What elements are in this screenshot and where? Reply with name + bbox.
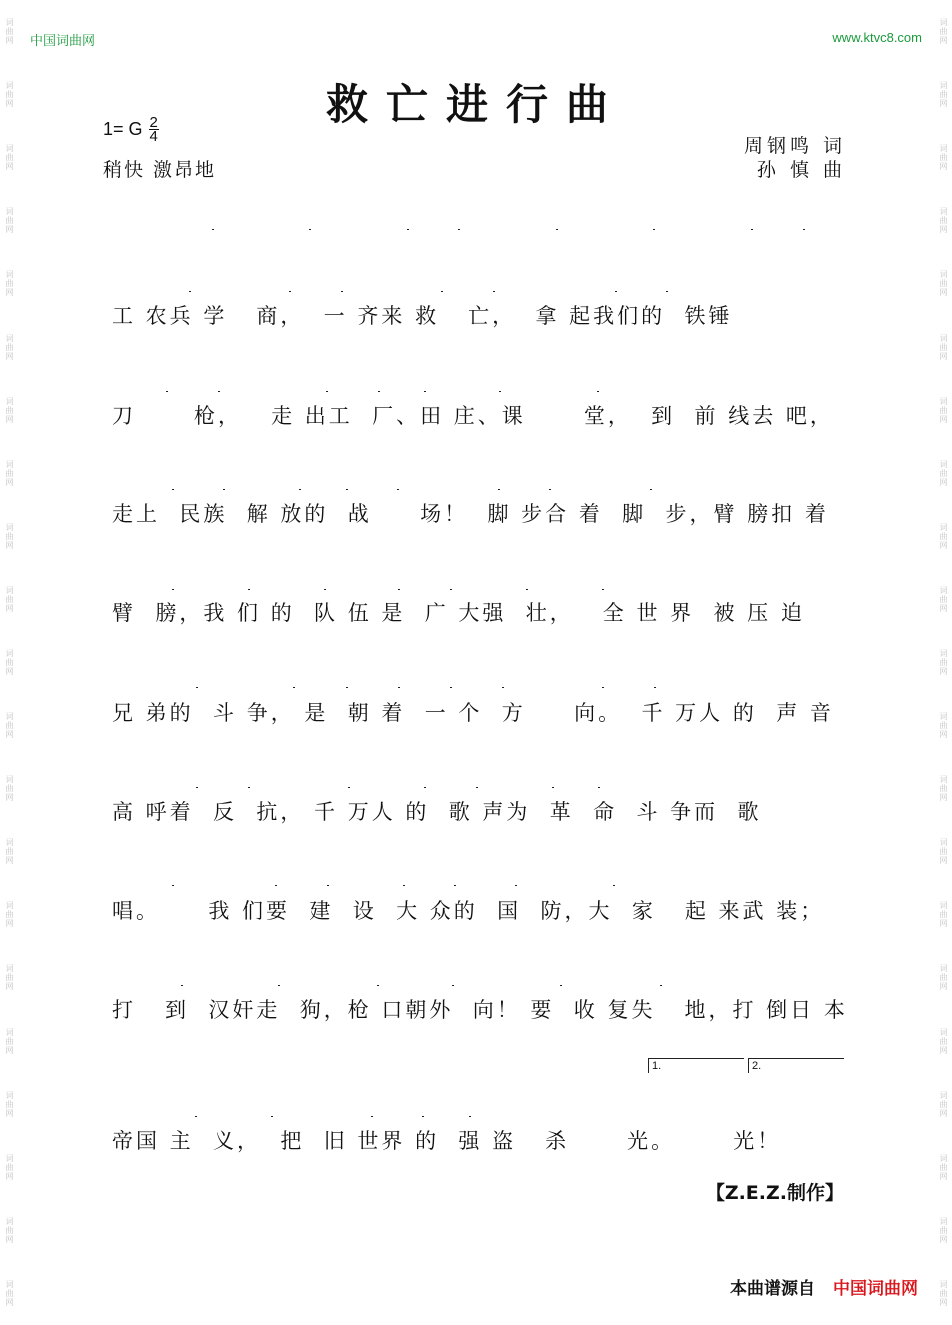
barline — [493, 291, 495, 292]
measure — [506, 489, 544, 490]
lyrics-line-8: 唱。 我 们要 建 设 大 众的 国 防，大 家 起 来武 装； — [112, 899, 825, 923]
measure — [128, 885, 166, 886]
time-top: 2 — [149, 114, 158, 131]
song-title: 救亡进行曲 — [325, 80, 626, 129]
measure — [174, 391, 212, 392]
barline — [650, 489, 652, 490]
measure — [510, 687, 596, 688]
measure — [460, 985, 554, 986]
barline — [598, 787, 600, 788]
measure — [458, 687, 496, 688]
barline — [424, 787, 426, 788]
key-signature — [103, 116, 159, 143]
score-line-3 — [112, 362, 850, 392]
second-ending-bracket: 2. — [748, 1058, 844, 1073]
barline — [666, 291, 668, 292]
measure — [534, 589, 596, 590]
measure — [432, 391, 493, 392]
lyrics-line-2: 工 农兵 学 商， 一 齐来 救 亡， 拿 起我们的 铁锤 — [112, 304, 733, 328]
lyrics-line-3: 刀 枪， 走 出工 厂、田 庄、课 堂， 到 前 线去 吧， — [112, 404, 834, 428]
barline — [377, 985, 379, 986]
measure — [405, 489, 491, 490]
barline — [469, 1116, 471, 1117]
measure — [332, 589, 393, 590]
measure — [542, 1116, 599, 1117]
measure — [462, 885, 509, 886]
lyrics-line-9: 打 到 汉奸走 狗，枪 口朝外 向！ 要 收 复失 地，打 倒日 本 — [112, 998, 848, 1022]
barline — [397, 489, 399, 490]
measure — [301, 687, 340, 688]
barline — [196, 787, 198, 788]
barline — [613, 885, 615, 886]
measure — [297, 291, 335, 292]
measure — [623, 291, 661, 292]
time-bottom: 4 — [149, 128, 158, 145]
barline — [195, 1116, 197, 1117]
score-line-5 — [112, 560, 850, 590]
lyrics-line-7: 高 呼着 反 抗， 千 万人 的 歌 声为 革 命 斗 争而 歌 — [112, 800, 762, 824]
score-line-1 — [112, 200, 850, 230]
measure — [256, 589, 318, 590]
score-line-4 — [112, 460, 850, 490]
measure — [477, 1116, 542, 1117]
barline — [660, 985, 662, 986]
barline — [751, 229, 753, 230]
measure — [128, 489, 166, 490]
site-name-top-left[interactable]: 中国词曲网 — [30, 34, 96, 49]
measure — [317, 229, 400, 230]
measure — [128, 391, 160, 392]
barline — [181, 985, 183, 986]
barline — [271, 1116, 273, 1117]
barline — [549, 489, 551, 490]
barline — [275, 885, 277, 886]
measure — [507, 391, 592, 392]
source-brand-link[interactable]: 中国词曲网 — [833, 1279, 918, 1299]
first-ending-bracket: 1. — [648, 1058, 744, 1073]
measure — [334, 391, 372, 392]
score-line-9 — [112, 956, 850, 986]
barline — [560, 985, 562, 986]
measure — [523, 885, 606, 886]
tempo-marking: 稍快 激昂地 — [103, 159, 217, 181]
barline — [515, 885, 517, 886]
barline — [454, 885, 456, 886]
barline — [407, 229, 409, 230]
barline — [653, 229, 655, 230]
barline — [422, 1116, 424, 1117]
barline — [166, 391, 168, 392]
measure — [128, 787, 190, 788]
measure — [128, 291, 183, 292]
barline — [403, 885, 405, 886]
barline — [499, 391, 501, 392]
measure — [307, 489, 339, 490]
barline — [189, 291, 191, 292]
barline — [452, 985, 454, 986]
measure — [128, 687, 190, 688]
lyrics-line-6: 兄 弟的 斗 争， 是 朝 着 一 个 方 向。 千 万人 的 声 音 — [112, 701, 834, 725]
measure — [180, 589, 242, 590]
barline — [248, 589, 250, 590]
barline — [450, 687, 452, 688]
barline — [556, 229, 558, 230]
barline — [615, 291, 617, 292]
measure — [564, 229, 647, 230]
source-label: 本曲谱源自 — [730, 1279, 815, 1299]
measure — [283, 885, 321, 886]
measure — [204, 787, 242, 788]
measure — [557, 489, 643, 490]
measure — [189, 985, 272, 986]
lyrics-line-5: 臂 膀，我 们 的 队 伍 是 广 大强 壮， 全 世 界 被 压 迫 — [112, 601, 805, 625]
barline — [597, 391, 599, 392]
barline — [309, 229, 311, 230]
score-line-2 — [112, 262, 850, 292]
barline — [498, 489, 500, 490]
measure — [354, 489, 392, 490]
lyrics-line-4: 走上 民族 解 放的 战 场！ 脚 步合 着 脚 步，臂 膀扣 着 — [112, 502, 829, 526]
measure — [226, 391, 320, 392]
score-line-10 — [112, 1087, 850, 1117]
side-watermark-right: 词曲网 词曲网 词曲网 词曲网 词曲网 词曲网 词曲网 词曲网 词曲网 词曲网 词曲网 词曲网 词曲网 词曲网 词曲网 词曲网 词曲网 词曲网 词曲网 词曲网 词曲网 — [939, 18, 948, 1307]
measure — [279, 1116, 365, 1117]
barline — [196, 687, 198, 688]
measure — [204, 687, 287, 688]
barline — [299, 489, 301, 490]
measure — [610, 687, 648, 688]
barline — [803, 229, 805, 230]
barline — [398, 589, 400, 590]
barline — [324, 589, 326, 590]
measure — [458, 589, 520, 590]
lyrics-line-10: 帝国 主 义， 把 旧 世界 的 强 盗 杀 光。 光！ — [112, 1129, 782, 1153]
measure — [560, 787, 592, 788]
measure — [286, 985, 371, 986]
measure — [501, 291, 609, 292]
barline — [212, 229, 214, 230]
barline — [248, 787, 250, 788]
barline — [172, 589, 174, 590]
measure — [180, 885, 269, 886]
measure — [180, 489, 218, 490]
side-watermark-left: 词曲网 词曲网 词曲网 词曲网 词曲网 词曲网 词曲网 词曲网 词曲网 词曲网 词曲网 词曲网 词曲网 词曲网 词曲网 词曲网 词曲网 词曲网 词曲网 词曲网 词曲网 — [5, 18, 14, 1307]
barline — [326, 391, 328, 392]
site-url-top-right[interactable]: www.ktvc8.com — [832, 30, 922, 45]
measure — [466, 229, 549, 230]
score-line-8 — [112, 856, 850, 886]
barline — [526, 589, 528, 590]
measure — [128, 1116, 189, 1117]
measure — [430, 1116, 462, 1117]
barline — [327, 885, 329, 886]
barline — [172, 885, 174, 886]
barline — [378, 391, 380, 392]
measure — [354, 687, 392, 688]
measure — [220, 229, 303, 230]
barline — [341, 291, 343, 292]
measure — [449, 291, 487, 292]
measure — [256, 787, 342, 788]
barline — [450, 589, 452, 590]
barline — [602, 687, 604, 688]
barline — [348, 787, 350, 788]
measure — [197, 291, 283, 292]
barline — [424, 391, 426, 392]
measure — [568, 985, 654, 986]
measure — [335, 885, 397, 886]
measure — [128, 229, 206, 230]
barline — [346, 687, 348, 688]
barline — [223, 489, 225, 490]
measure — [415, 229, 453, 230]
measure — [406, 589, 444, 590]
measure — [379, 1116, 417, 1117]
measure — [484, 787, 546, 788]
measure — [128, 985, 175, 986]
lyricist-credit: 周钢鸣 词 — [743, 135, 846, 157]
measure — [406, 687, 444, 688]
barline — [398, 687, 400, 688]
barline — [441, 291, 443, 292]
composer-credit: 孙 慎 曲 — [756, 159, 846, 181]
time-signature — [149, 116, 159, 143]
barline — [218, 391, 220, 392]
barline — [552, 787, 554, 788]
barline — [293, 687, 295, 688]
measure — [231, 489, 293, 490]
measure — [203, 1116, 265, 1117]
measure — [386, 391, 418, 392]
score-line-6 — [112, 658, 850, 688]
measure — [661, 229, 744, 230]
measure — [349, 291, 435, 292]
measure — [385, 985, 446, 986]
key-label: 1= G — [103, 119, 143, 139]
measure — [432, 787, 470, 788]
measure — [411, 885, 449, 886]
barline — [289, 291, 291, 292]
measure — [128, 589, 166, 590]
barline — [346, 489, 348, 490]
barline — [502, 687, 504, 688]
barline — [602, 589, 604, 590]
barline — [278, 985, 280, 986]
maker-credit: 【Z.E.Z.制作】 — [705, 1182, 844, 1204]
measure — [759, 229, 797, 230]
measure — [356, 787, 418, 788]
barline — [654, 687, 656, 688]
source-footer — [730, 1274, 918, 1299]
barline — [371, 1116, 373, 1117]
score-line-7 — [112, 758, 850, 788]
barline — [458, 229, 460, 230]
barline — [172, 489, 174, 490]
barline — [476, 787, 478, 788]
